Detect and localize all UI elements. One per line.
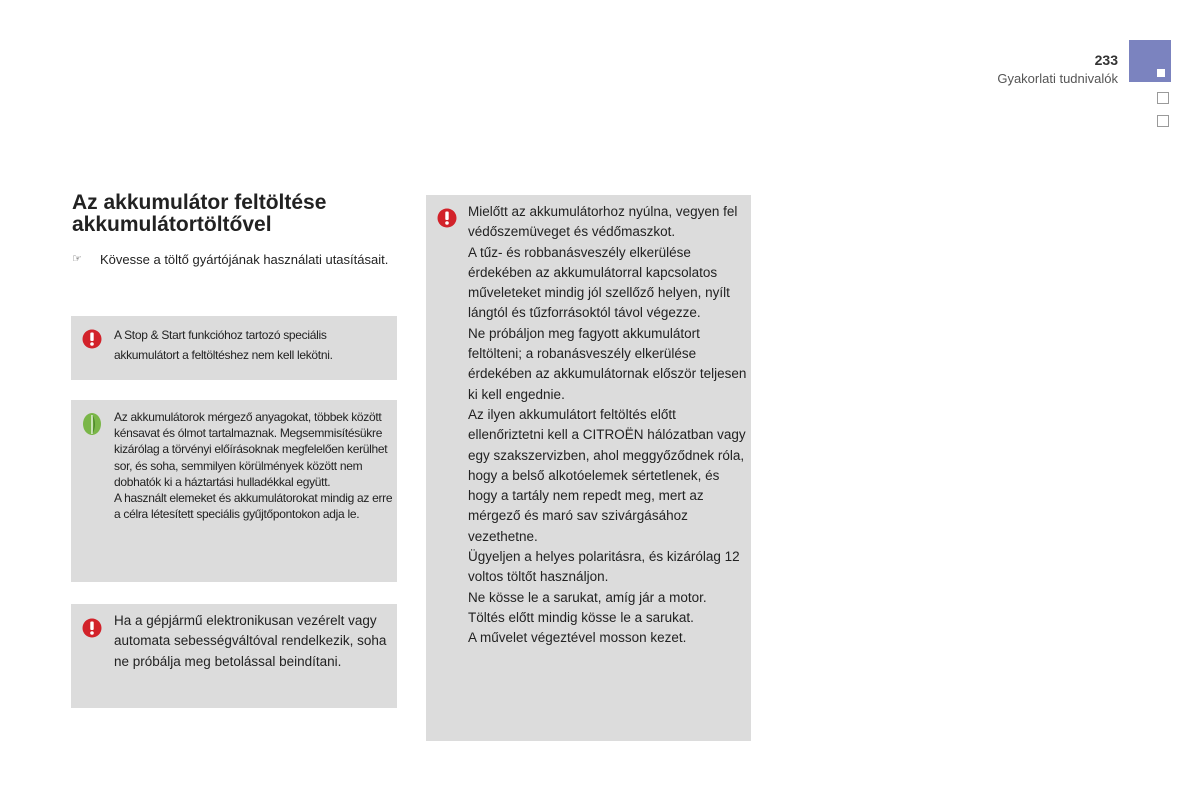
section-title: Gyakorlati tudnivalók [997, 71, 1118, 86]
note-text [468, 202, 748, 649]
note-box-stop-start [71, 316, 397, 380]
note-paragraph: Az akkumulátorok mérgező anyagokat, többek között kénsavat és ólmot tartalmaznak. Megsemmisítésükre kizárólag a törvényi előírásoknak megfelelően kerülhet sor, és soha, semmilyen körülmények között nem dobhatók ki a háztartási hulladékkal együtt. [114, 410, 388, 489]
note-text [114, 409, 394, 522]
note-paragraph: Ügyeljen a helyes polaritásra, és kizárólag 12 voltos töltőt használjon. [468, 549, 740, 585]
note-paragraph: Ne próbáljon meg fagyott akkumulátort feltölteni; a robanásveszély elkerülése érdekében az akkumulátornak először teljesen ki kell engednie. [468, 325, 747, 402]
note-box-gearbox [71, 604, 397, 708]
note-text: Ha a gépjármű elektronikusan vezérelt vagy automata sebességváltóval rendelkezik, soha ne próbálja meg betolással beindítani. [114, 613, 387, 669]
note-box-environment [71, 400, 397, 582]
instruction-text: Kövesse a töltő gyártójának használati utasításait. [100, 252, 389, 267]
tab-indicator-dot [1157, 69, 1165, 77]
instruction-bullet [72, 250, 392, 269]
page-heading [72, 192, 412, 236]
note-paragraph: A tűz- és robbanásveszély elkerülése érdekében az akkumulátorral kapcsolatos műveleteket mindig jól szellőző helyen, nyílt lángtól és tűzforrásoktól távol végezze. [468, 244, 730, 321]
heading-line: akkumulátortöltővel [72, 213, 272, 236]
warning-icon [82, 618, 102, 638]
note-paragraph: A használt elemeket és akkumulátorokat mindig az erre a célra létesített speciális gyűjtőpontokon adja le. [114, 491, 393, 522]
note-paragraph: Az ilyen akkumulátort feltöltés előtt ellenőriztetni kell a CITROËN hálózatban vagy egy szakszervizben, ahol meggyőződnek róla, hogy a belső alkotóelemek sértetlenek, és hogy a tartály nem repedt meg, mert az mérgező és maró sav szivárgásához vezethetne. [468, 406, 746, 544]
pointing-hand-icon: ☞ [72, 253, 82, 265]
note-paragraph: Ne kösse le a sarukat, amíg jár a motor. [468, 589, 707, 605]
note-box-safety [426, 195, 751, 741]
eco-leaf-icon [82, 412, 102, 436]
chapter-tab-active [1129, 40, 1171, 82]
note-text: A Stop & Start funkcióhoz tartozó speciális akkumulátort a feltöltéshez nem kell lekötni. [114, 328, 333, 362]
heading-line: Az akkumulátor feltöltése [72, 191, 327, 214]
chapter-tab-marker [1157, 115, 1169, 127]
note-paragraph: A művelet végeztével mosson kezet. [468, 630, 687, 646]
warning-icon [82, 329, 102, 349]
page-number: 233 [1094, 52, 1118, 68]
chapter-tab-marker [1157, 92, 1169, 104]
note-paragraph: Töltés előtt mindig kösse le a sarukat. [468, 609, 694, 625]
warning-icon [437, 208, 457, 228]
note-paragraph: Mielőtt az akkumulátorhoz nyúlna, vegyen fel védőszemüveget és védőmaszkot. [468, 204, 738, 240]
